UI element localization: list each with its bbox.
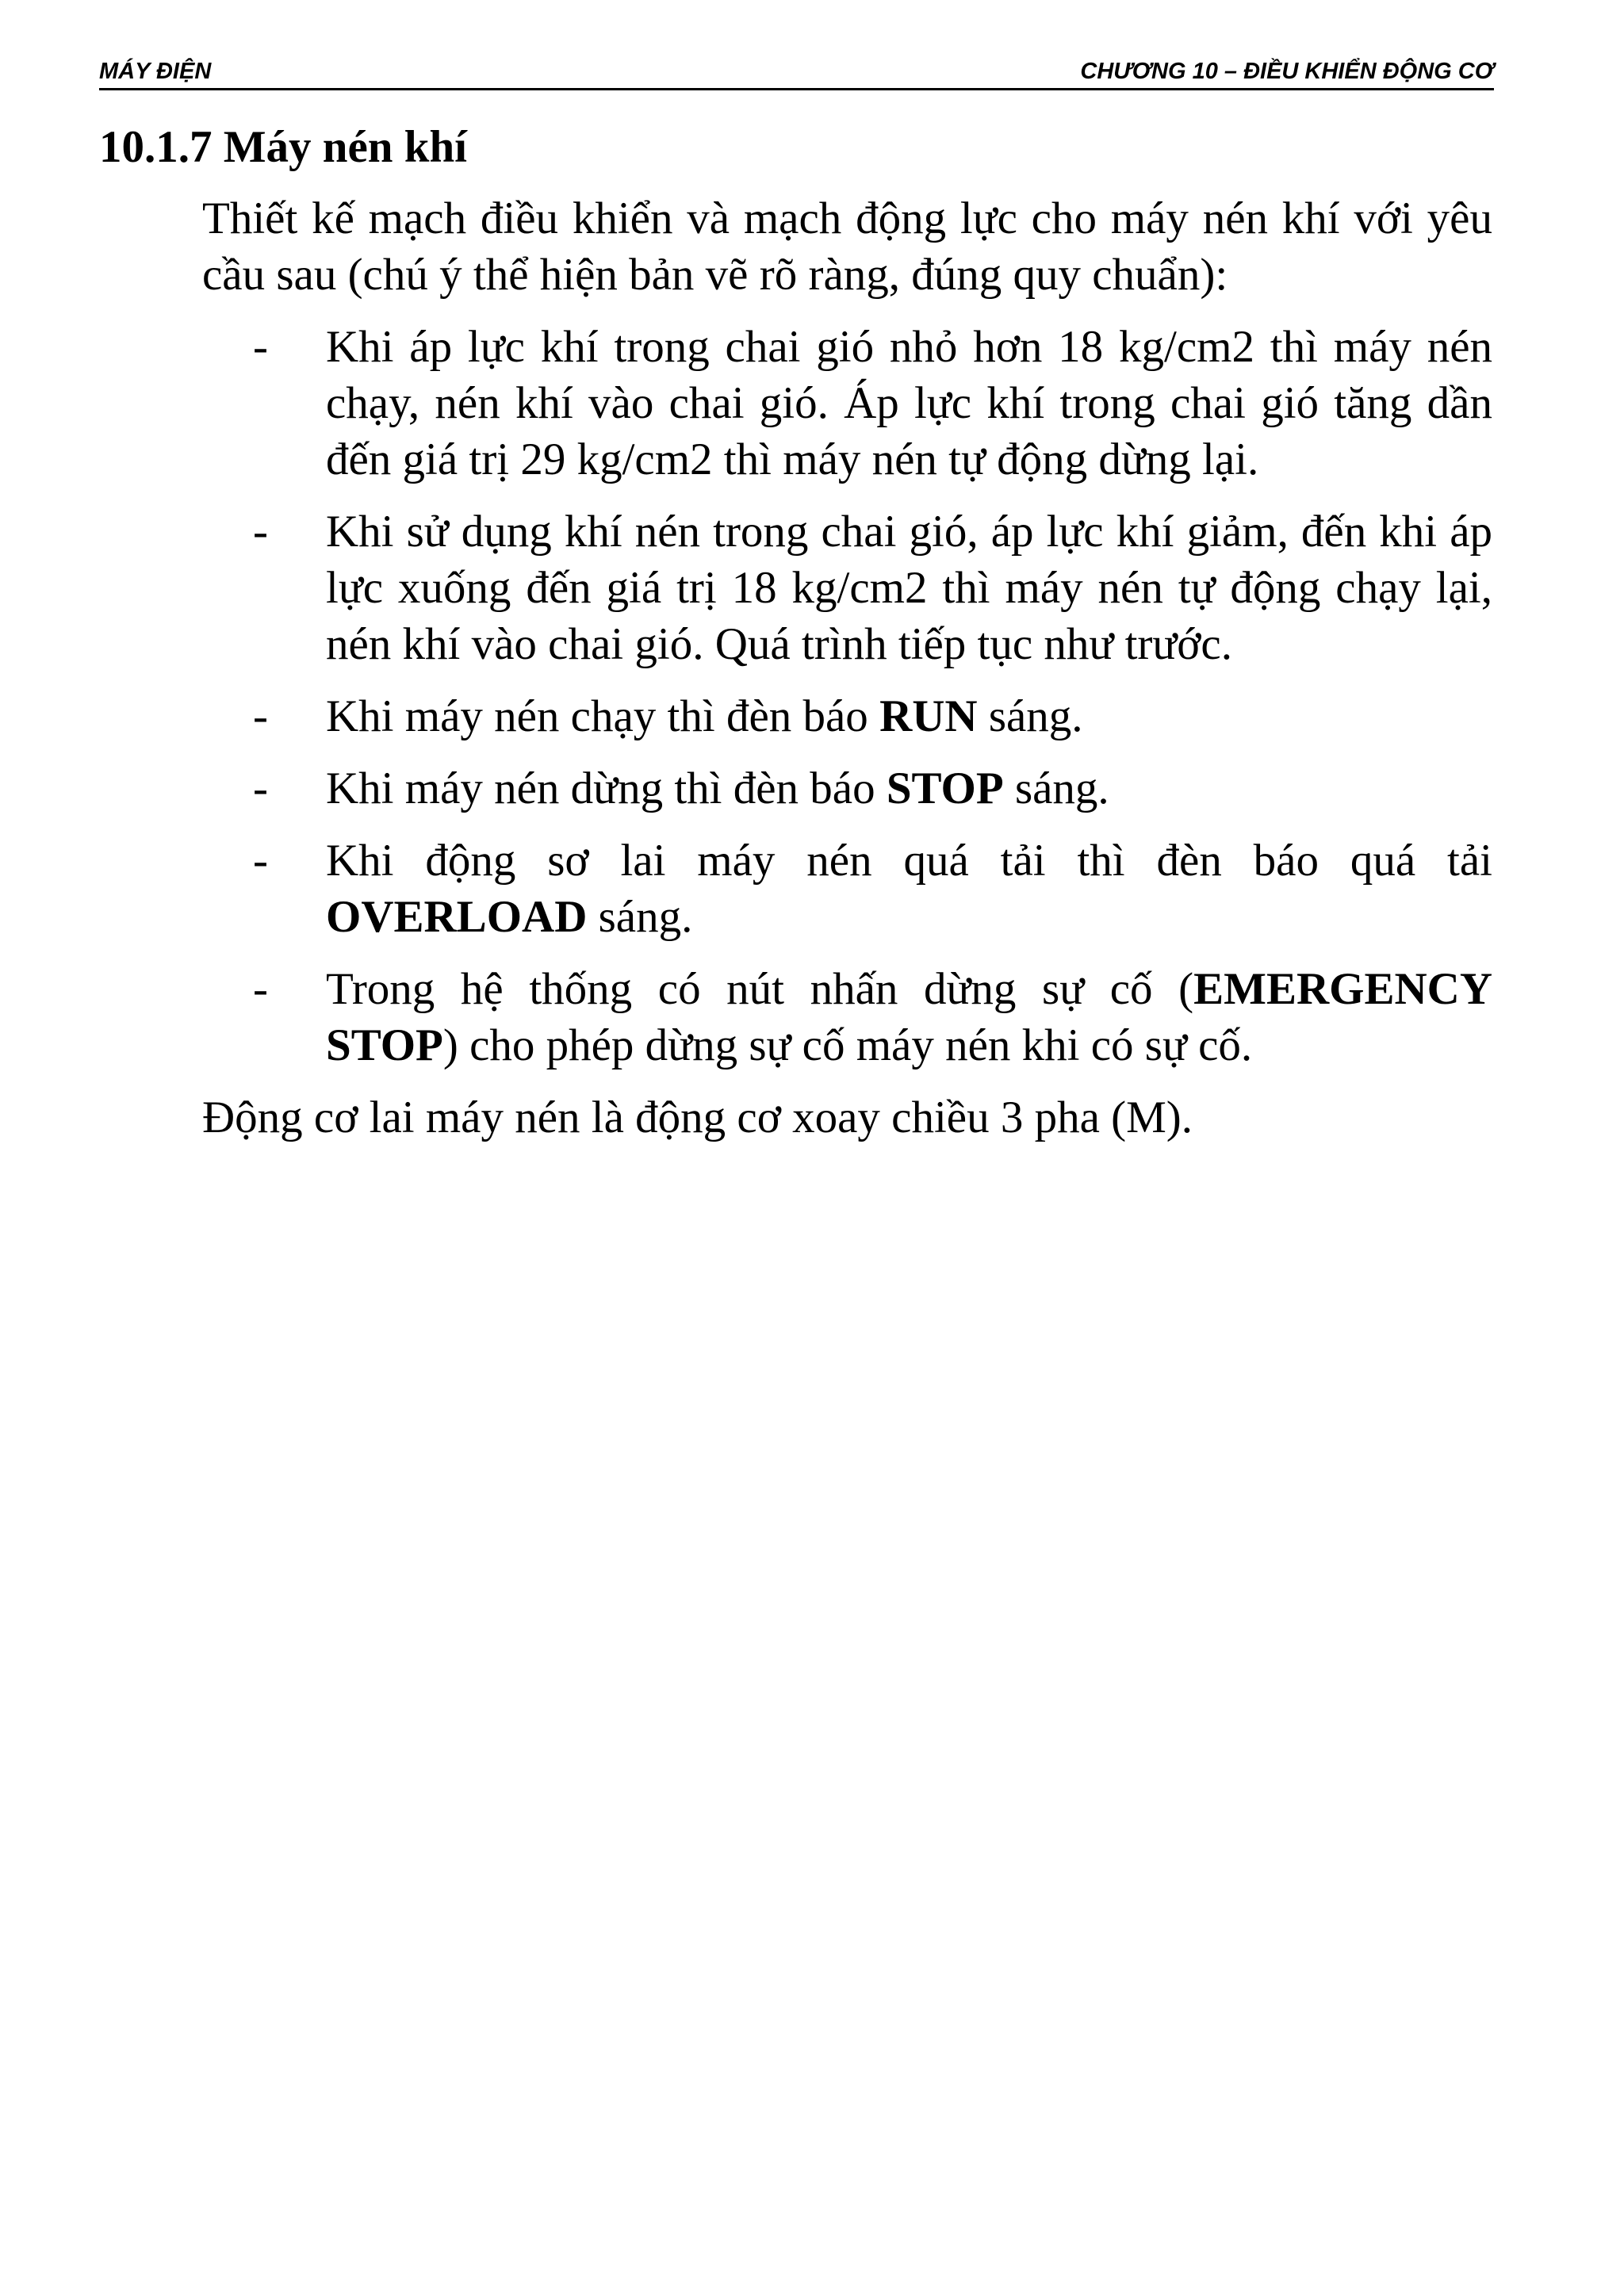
text-run: Trong hệ thống có nút nhấn dừng sự cố (	[326, 964, 1194, 1014]
bullet-dash: -	[253, 691, 268, 741]
list-item-text: Khi sử dụng khí nén trong chai gió, áp lực khí giảm, đến khi áp lực xuống đến giá trị 18 kg/cm2 thì máy nén tự động chạy lại, nén khí vào chai gió. Quá trình tiếp tục như trước.	[326, 507, 1492, 669]
list-item	[202, 503, 1492, 672]
list-item	[202, 832, 1492, 945]
page-header	[99, 54, 1494, 90]
intro-paragraph: Thiết kế mạch điều khiển và mạch động lực cho máy nén khí với yêu cầu sau (chú ý thể hiện bản vẽ rõ ràng, đúng quy chuẩn):	[202, 193, 1492, 300]
run-label: RUN	[879, 691, 978, 741]
emergency-stop-label: EMERGENCY STOP	[326, 964, 1492, 1070]
bullet-dash: -	[253, 322, 268, 372]
text-run: sáng.	[1003, 763, 1109, 813]
list-item-text	[326, 961, 1492, 1073]
text-run: sáng.	[587, 892, 693, 942]
closing-paragraph: Động cơ lai máy nén là động cơ xoay chiều 3 pha (M).	[202, 1093, 1193, 1142]
section-content	[202, 190, 1492, 1146]
list-item	[202, 319, 1492, 488]
bullet-dash: -	[253, 836, 268, 886]
text-run: Khi động sơ lai máy nén quá tải thì đèn báo quá tải	[326, 836, 1492, 886]
text-run: sáng.	[977, 691, 1083, 741]
list-item-text: Khi áp lực khí trong chai gió nhỏ hơn 18 kg/cm2 thì máy nén chạy, nén khí vào chai gió. Áp lực khí trong chai gió tăng dần đến giá trị 29 kg/cm2 thì máy nén tự động dừng lại.	[326, 322, 1492, 484]
requirements-list	[202, 319, 1492, 1073]
list-item-text	[326, 688, 1492, 744]
list-item	[202, 688, 1492, 744]
bullet-dash: -	[253, 763, 268, 813]
list-item	[202, 961, 1492, 1073]
list-item-text	[326, 832, 1492, 945]
overload-label: OVERLOAD	[326, 892, 588, 942]
text-run: Khi máy nén dừng thì đèn báo	[326, 763, 887, 813]
text-run: Khi máy nén chạy thì đèn báo	[326, 691, 880, 741]
section-title: 10.1.7 Máy nén khí	[99, 122, 467, 172]
stop-label: STOP	[886, 763, 1004, 813]
bullet-dash: -	[253, 964, 268, 1014]
bullet-dash: -	[253, 507, 268, 557]
list-item	[202, 760, 1492, 817]
text-run: ) cho phép dừng sự cố máy nén khi có sự cố.	[442, 1020, 1253, 1070]
header-book-title: MÁY ĐIỆN	[99, 59, 212, 84]
list-item-text	[326, 760, 1492, 817]
header-chapter-title: CHƯƠNG 10 – ĐIỀU KHIỂN ĐỘNG CƠ	[1080, 59, 1494, 84]
